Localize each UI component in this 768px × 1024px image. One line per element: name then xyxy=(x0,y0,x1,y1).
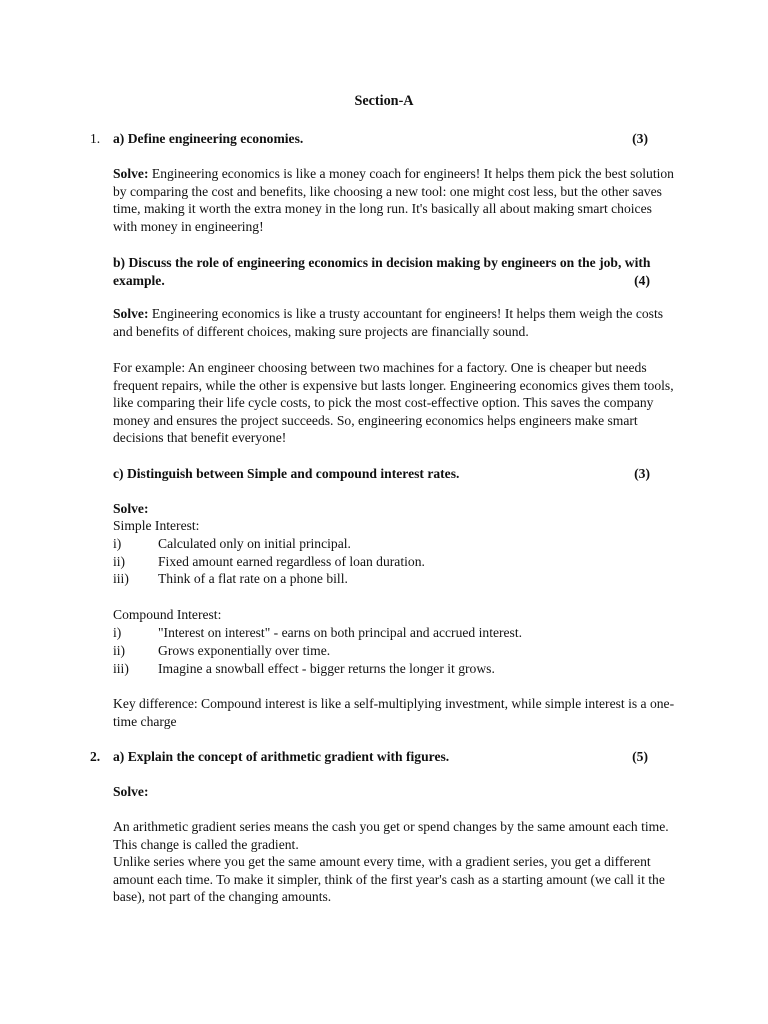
marks: (3) xyxy=(632,131,648,146)
question-1c xyxy=(113,465,660,483)
list-text: Imagine a snowball effect - bigger returns the longer it grows. xyxy=(158,661,495,676)
list-text: Fixed amount earned regardless of loan duration. xyxy=(158,554,425,569)
answer-1a xyxy=(113,165,679,235)
question-1b xyxy=(113,254,660,289)
answer-1b xyxy=(113,305,679,340)
answer-text: Engineering economics is like a money coach for engineers! It helps them pick the best solution by comparing the cost and benefits, like choosing a new tool: one might cost less, but the other saves time, making it worth the extra money in the long run. It's basically all about making smart choices with money in engineering! xyxy=(113,166,674,234)
answer-2a-para1: An arithmetic gradient series means the cash you get or spend changes by the same amount each time. This change is called the gradient. xyxy=(113,819,669,852)
answer-1b-example xyxy=(113,359,679,447)
solve-label: Solve: xyxy=(113,784,149,799)
list-number: iii) xyxy=(113,571,129,586)
list-text: "Interest on interest" - earns on both principal and accrued interest. xyxy=(158,625,523,640)
question-text: a) Explain the concept of arithmetic gradient with figures. xyxy=(113,749,450,764)
question-number: 2. xyxy=(90,749,101,764)
solve-label: Solve: xyxy=(113,306,149,321)
answer-2a-para2: Unlike series where you get the same amount every time, with a gradient series, you get a different amount each time. To make it simpler, think of the first year's cash as a starting amount (we call it the base), not part of the changing amounts. xyxy=(113,854,665,905)
solve-label: Solve: xyxy=(113,501,149,516)
solve-label: Solve: xyxy=(113,166,149,181)
section-title: Section-A xyxy=(354,93,414,109)
question-text: c) Distinguish between Simple and compound interest rates. xyxy=(113,466,460,481)
marks: (3) xyxy=(634,466,650,481)
list-text: Grows exponentially over time. xyxy=(158,643,331,658)
marks: (4) xyxy=(634,272,650,288)
question-number: 1. xyxy=(90,131,101,146)
list-text: Calculated only on initial principal. xyxy=(158,536,351,551)
question-text: a) Define engineering economies. xyxy=(113,131,304,146)
list-number: ii) xyxy=(113,643,126,658)
simple-interest-title: Simple Interest: xyxy=(113,518,200,533)
question-text: b) Discuss the role of engineering economics in decision making by engineers on the job, with example. xyxy=(113,255,651,288)
compound-interest-title: Compound Interest: xyxy=(113,607,222,622)
list-number: i) xyxy=(113,536,122,551)
list-text: Think of a flat rate on a phone bill. xyxy=(158,571,348,586)
answer-text: Engineering economics is like a trusty accountant for engineers! It helps them weigh the costs and benefits of different choices, making sure projects are financially sound. xyxy=(113,306,664,339)
list-number: iii) xyxy=(113,661,129,676)
marks: (5) xyxy=(632,749,648,764)
list-number: ii) xyxy=(113,554,126,569)
example-text: For example: An engineer choosing between two machines for a factory. One is cheaper but needs frequent repairs, while the other is expensive but lasts longer. Engineering economics gives them tools, like comparing their life cycle costs, to pick the most cost-effective option. This saves the company money and ensures the project succeeds. So, engineering economics helps engineers make smart decisions that benefit everyone! xyxy=(113,360,674,446)
list-number: i) xyxy=(113,625,122,640)
key-difference: Key difference: Compound interest is like a self-multiplying investment, while simple interest is a one-time charge xyxy=(113,696,675,729)
